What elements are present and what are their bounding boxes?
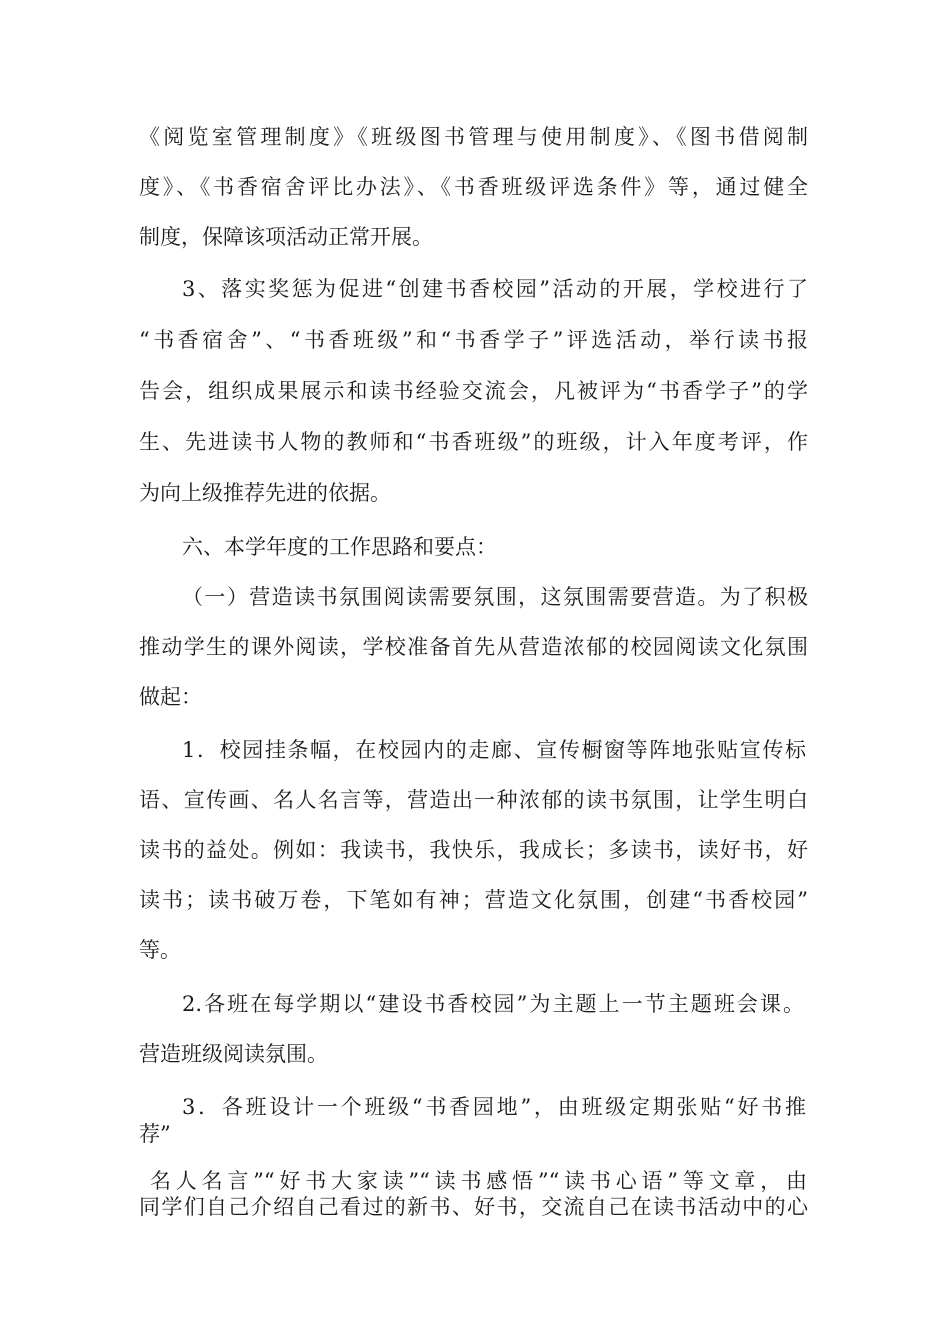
text-line: 2.各班在每学期以“建设书香校园”为主题上一节主题班会课。 bbox=[182, 992, 804, 1016]
text-line: 为向上级推荐先进的依据。 bbox=[139, 481, 391, 505]
text-line: 推动学生的课外阅读，学校准备首先从营造浓郁的校园阅读文化氛围 bbox=[139, 635, 808, 659]
text-line: 制度，保障该项活动正常开展。 bbox=[139, 225, 433, 249]
text-line: 告会，组织成果展示和读书经验交流会，凡被评为“书香学子”的学 bbox=[139, 379, 808, 403]
text-line: 语、宣传画、名人名言等，营造出一种浓郁的读书氛围，让学生明白 bbox=[139, 788, 808, 812]
text-line: 营造班级阅读氛围。 bbox=[139, 1042, 328, 1066]
text-line: 度》、《书香宿舍评比办法》、《书香班级评选条件》等，通过健全 bbox=[139, 175, 808, 199]
text-line: 读书；读书破万卷，下笔如有神；营造文化氛围，创建“书香校园” bbox=[139, 888, 808, 912]
text-line: 1．校园挂条幅，在校园内的走廊、宣传橱窗等阵地张贴宣传标 bbox=[182, 738, 806, 762]
text-line: 生、先进读书人物的教师和“书香班级”的班级，计入年度考评，作 bbox=[139, 430, 808, 454]
text-line: 荐” bbox=[139, 1122, 171, 1146]
text-line: 读书的益处。例如：我读书，我快乐，我成长；多读书，读好书，好 bbox=[139, 838, 808, 862]
text-line: 《阅览室管理制度》《班级图书管理与使用制度》、《图书借阅制 bbox=[139, 125, 808, 149]
text-line: （一）营造读书氛围阅读需要氛围，这氛围需要营造。为了积极 bbox=[182, 585, 808, 609]
text-line: 3．各班设计一个班级“书香园地”，由班级定期张贴“好书推 bbox=[182, 1095, 806, 1119]
text-line: 同学们自己介绍自己看过的新书、好书，交流自己在读书活动中的心 bbox=[139, 1195, 808, 1219]
text-line: 等。 bbox=[139, 938, 181, 962]
text-line: 名人名言”“好书大家读”“读书感悟”“读书心语”等文章，由 bbox=[150, 1169, 807, 1193]
text-line: 做起： bbox=[139, 685, 202, 709]
text-line: “书香宿舍”、“书香班级”和“书香学子”评选活动，举行读书报 bbox=[139, 328, 808, 352]
section-heading: 六、本学年度的工作思路和要点： bbox=[182, 535, 497, 559]
text-line: 3、落实奖惩为促进“创建书香校园”活动的开展，学校进行了 bbox=[182, 277, 808, 301]
